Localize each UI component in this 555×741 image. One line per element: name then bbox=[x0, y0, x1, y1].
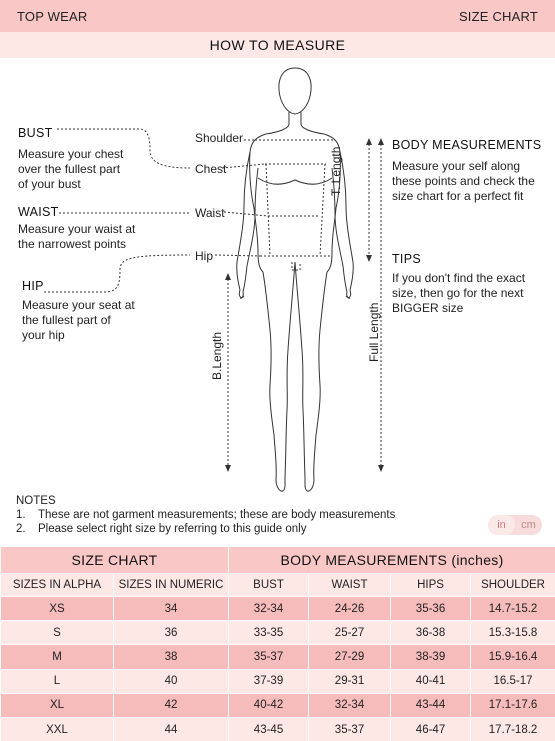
how-to-measure-title: HOW TO MEASURE bbox=[0, 32, 555, 58]
table-cell: XS bbox=[1, 597, 114, 621]
b-length-label: B.Length bbox=[210, 331, 224, 380]
size-chart-label: SIZE CHART bbox=[458, 8, 538, 24]
waist-title: WAIST bbox=[18, 205, 59, 219]
body-measurements-title: BODY MEASUREMENTS bbox=[392, 138, 542, 152]
table-cell: 36-38 bbox=[391, 621, 471, 645]
table-cell: 35-36 bbox=[391, 597, 471, 621]
tips-description: If you don't find the exact size, then go for the next BIGGER size bbox=[392, 271, 526, 315]
notes-title: NOTES bbox=[16, 495, 56, 507]
table-row bbox=[1, 645, 555, 669]
note-item: 2. Please select right size by referring to this guide only bbox=[16, 523, 307, 535]
column-header: SIZES IN ALPHA bbox=[1, 574, 114, 597]
bust-title: BUST bbox=[18, 126, 53, 140]
table-cell: 46-47 bbox=[391, 717, 471, 741]
table-cell: 34 bbox=[114, 597, 229, 621]
table-cell: 29-31 bbox=[309, 669, 391, 693]
body-measurements-description: Measure your self along these points and check the size chart for a perfect fit bbox=[392, 159, 535, 203]
table-cell: 24-26 bbox=[309, 597, 391, 621]
waist-point-label: Waist bbox=[195, 206, 225, 220]
table-cell: XXL bbox=[1, 717, 114, 741]
table-cell: 38-39 bbox=[391, 645, 471, 669]
table-cell: 40 bbox=[114, 669, 229, 693]
column-header: SIZES IN NUMERIC bbox=[114, 574, 229, 597]
hip-description: Measure your seat at the fullest part of your hip bbox=[22, 298, 135, 342]
table-cell: 40-41 bbox=[391, 669, 471, 693]
table-cell: 14.7-15.2 bbox=[471, 597, 555, 621]
table-cell: 32-34 bbox=[229, 597, 309, 621]
table-row bbox=[1, 621, 555, 645]
table-cell: 38 bbox=[114, 645, 229, 669]
table-cell: L bbox=[1, 669, 114, 693]
unit-in-option[interactable]: in bbox=[488, 515, 515, 535]
tips-title: TIPS bbox=[392, 252, 421, 266]
table-cell: 15.3-15.8 bbox=[471, 621, 555, 645]
table-row bbox=[1, 717, 555, 741]
column-header: SHOULDER bbox=[471, 574, 555, 597]
table-cell: 16.5-17 bbox=[471, 669, 555, 693]
full-length-label: Full Length bbox=[367, 302, 381, 362]
table-cell: 17.7-18.2 bbox=[471, 717, 555, 741]
table-row bbox=[1, 693, 555, 717]
table-cell: 44 bbox=[114, 717, 229, 741]
table-cell: S bbox=[1, 621, 114, 645]
top-bar bbox=[0, 0, 555, 32]
table-cell: M bbox=[1, 645, 114, 669]
waist-description: Measure your waist at the narrowest points bbox=[18, 222, 136, 251]
table-row bbox=[1, 669, 555, 693]
unit-cm-option[interactable]: cm bbox=[521, 519, 536, 531]
table-cell: 43-44 bbox=[391, 693, 471, 717]
table-cell: 35-37 bbox=[229, 645, 309, 669]
note-item: 1. These are not garment measurements; these are body measurements bbox=[16, 509, 396, 521]
table-cell: 37-39 bbox=[229, 669, 309, 693]
bust-description: Measure your chest over the fullest part of your bust bbox=[18, 147, 124, 191]
table-cell: 43-45 bbox=[229, 717, 309, 741]
hip-title: HIP bbox=[22, 279, 44, 293]
hip-point-label: Hip bbox=[195, 249, 214, 263]
table-cell: 35-37 bbox=[309, 717, 391, 741]
top-wear-label: TOP WEAR bbox=[17, 8, 88, 24]
table-cell: 25-27 bbox=[309, 621, 391, 645]
table-cell: 33-35 bbox=[229, 621, 309, 645]
column-header: HIPS bbox=[391, 574, 471, 597]
table-cell: 42 bbox=[114, 693, 229, 717]
size-chart-header: SIZE CHART bbox=[1, 547, 229, 574]
notes-section bbox=[16, 494, 395, 536]
table-cell: 15.9-16.4 bbox=[471, 645, 555, 669]
table-cell: 32-34 bbox=[309, 693, 391, 717]
column-header: BUST bbox=[229, 574, 309, 597]
size-chart-table bbox=[0, 546, 555, 741]
table-cell: 36 bbox=[114, 621, 229, 645]
table-cell: XL bbox=[1, 693, 114, 717]
body-measurements-header: BODY MEASUREMENTS (inches) bbox=[229, 547, 555, 574]
table-cell: 27-29 bbox=[309, 645, 391, 669]
t-length-label: T. Length bbox=[329, 146, 343, 196]
table-cell: 40-42 bbox=[229, 693, 309, 717]
chest-label: Chest bbox=[195, 162, 227, 176]
unit-toggle[interactable] bbox=[488, 515, 542, 535]
table-row bbox=[1, 597, 555, 621]
shoulder-label: Shoulder bbox=[195, 131, 244, 145]
column-header: WAIST bbox=[309, 574, 391, 597]
table-cell: 17.1-17.6 bbox=[471, 693, 555, 717]
